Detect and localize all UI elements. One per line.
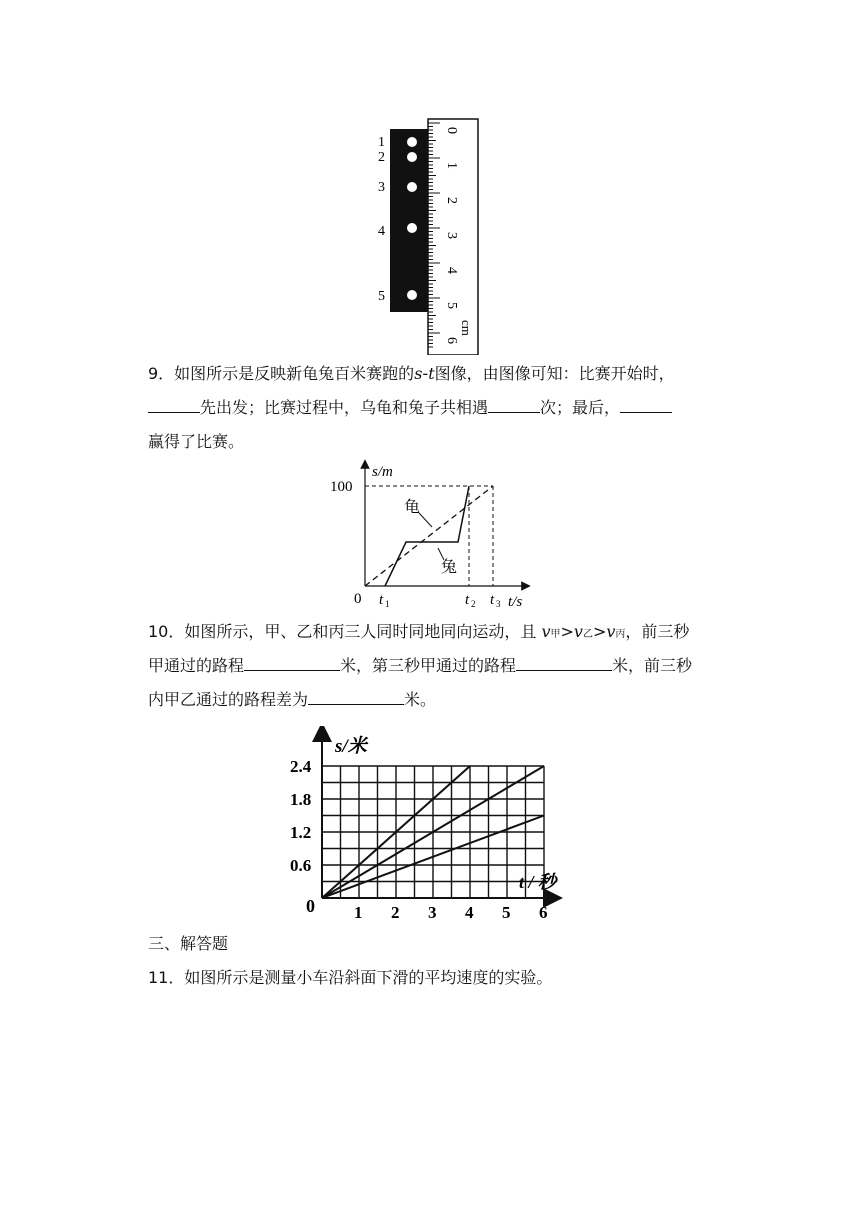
q10-text-b: ，前三秒 [625, 622, 690, 641]
q10-line-1 [148, 622, 689, 645]
y-axis-label: s/米 [335, 736, 367, 757]
q10-blank-3[interactable] [308, 690, 404, 705]
t2-label: t [465, 592, 470, 608]
q11-text: 11．如图所示是测量小车沿斜面下滑的平均速度的实验。 [148, 968, 553, 987]
q10-blank-2[interactable] [516, 656, 612, 671]
q10-sub-bing: 丙 [615, 629, 626, 640]
rabbit-label: 兔 [441, 559, 458, 576]
q9-var-t: t [428, 364, 435, 383]
motion-graph [285, 726, 570, 922]
q9-line-2 [148, 398, 672, 418]
tape-hole-2 [407, 152, 417, 162]
tape-hole-1 [407, 137, 417, 147]
t1-sub: 1 [385, 599, 390, 609]
q10-sub-jia: 甲 [550, 629, 561, 640]
tape-hole-3 [407, 182, 417, 192]
q9-text-b: 图像，由图像可知：比赛开始时， [434, 364, 675, 383]
x-axis-label: t/s [508, 594, 523, 610]
y-tick-label: 1.8 [290, 790, 312, 809]
tortoise-label: 龟 [404, 499, 421, 516]
section-3-title: 三、解答题 [148, 934, 229, 953]
q9-blank-1[interactable] [148, 398, 200, 413]
q10-text-c: 甲通过的路程 [148, 656, 245, 675]
ruler-number-6: 6 [444, 337, 459, 344]
hole-label-1: 1 [378, 135, 385, 150]
q10-text-f: 内甲乙通过的路程差为 [148, 690, 309, 709]
x-tick-label: 5 [502, 903, 511, 922]
q10-gt-2: > [592, 622, 607, 641]
x-tick-label: 3 [428, 903, 437, 922]
q10-v2: v [573, 622, 583, 641]
y-axis-label: s/m [372, 464, 393, 480]
t1-label: t [379, 592, 384, 608]
q10-blank-1[interactable] [244, 656, 340, 671]
origin-label: 0 [306, 896, 315, 916]
q10-gt-1: > [560, 622, 574, 641]
tortoise-pointer [419, 513, 432, 527]
q9-text-c: 先出发；比赛过程中，乌龟和兔子共相遇 [200, 398, 489, 417]
origin-label: 0 [354, 591, 362, 607]
tape-hole-5 [407, 290, 417, 300]
ruler-unit: cm [459, 320, 474, 336]
q10-text-a: 10．如图所示，甲、乙和丙三人同时同地同向运动，且 [148, 622, 537, 641]
tortoise-line [365, 486, 493, 586]
y-value-100: 100 [330, 479, 353, 495]
q9-dash: - [422, 364, 429, 383]
ruler-number-1: 1 [444, 162, 459, 169]
q9-blank-3[interactable] [620, 398, 672, 413]
ruler-number-0: 0 [444, 127, 459, 134]
q10-sub-yi: 乙 [582, 629, 593, 640]
q9-text-e: 赢得了比赛。 [148, 432, 245, 451]
q10-text-e: 米，前三秒 [612, 656, 693, 675]
ruler-number-5: 5 [444, 302, 459, 309]
ruler-number-2: 2 [444, 197, 459, 204]
y-tick-label: 2.4 [290, 757, 312, 776]
tape-hole-4 [407, 223, 417, 233]
q9-line-1 [148, 364, 675, 384]
motion-graph-svg [285, 726, 570, 922]
t3-sub: 3 [496, 599, 501, 609]
q9-line-3 [148, 432, 244, 452]
hole-label-3: 3 [378, 180, 385, 195]
q10-v3: v [606, 622, 616, 641]
y-tick-label: 1.2 [290, 823, 312, 842]
t2-sub: 2 [471, 599, 476, 609]
hole-label-5: 5 [378, 289, 385, 304]
t3-label: t [490, 592, 495, 608]
ruler-number-3: 3 [444, 232, 459, 239]
ruler-number-4: 4 [444, 267, 459, 274]
x-tick-label: 2 [391, 903, 400, 922]
q9-blank-2[interactable] [488, 398, 540, 413]
hole-label-4: 4 [378, 224, 385, 239]
q9-text-a: 9．如图所示是反映新龟兔百米赛跑的 [148, 364, 415, 383]
x-tick-label: 6 [539, 903, 548, 922]
q9-text-d: 次；最后， [540, 398, 621, 417]
x-axis-label: t / 秒 [519, 872, 557, 892]
q10-line-2 [148, 656, 692, 676]
q10-v1: v [541, 622, 551, 641]
q10-text-d: 米，第三秒甲通过的路程 [340, 656, 517, 675]
ruler-figure-svg [370, 115, 490, 355]
y-tick-label: 0.6 [290, 856, 312, 875]
q10-line-3 [148, 690, 436, 710]
q10-text-g: 米。 [404, 690, 437, 709]
race-graph-svg [320, 458, 540, 614]
x-tick-label: 1 [354, 903, 363, 922]
race-graph [320, 458, 540, 614]
ruler-figure [370, 115, 490, 355]
hole-label-2: 2 [378, 150, 385, 165]
x-tick-label: 4 [465, 903, 474, 922]
q9-var-s: s [414, 364, 423, 383]
